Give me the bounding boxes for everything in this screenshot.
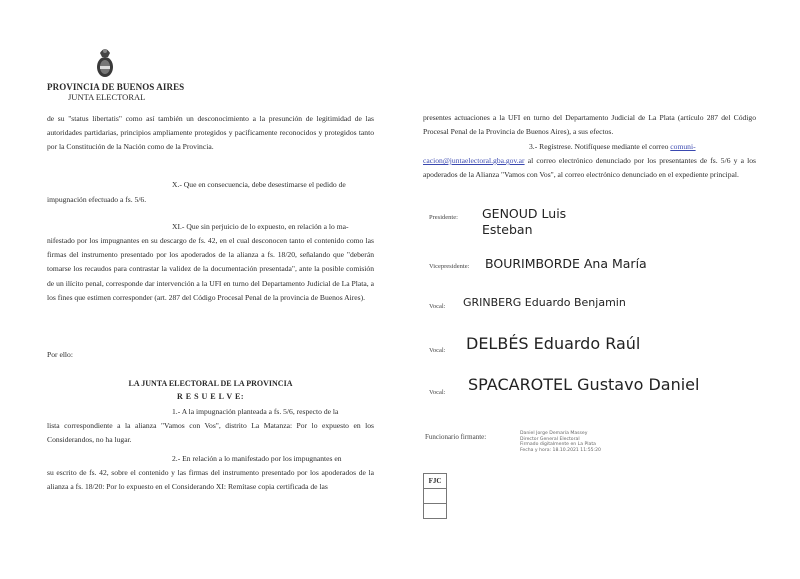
signatory-vocal-3: SPACAROTEL Gustavo Daniel bbox=[468, 375, 700, 394]
signatory-vicepresidente: BOURIMBORDE Ana María bbox=[485, 256, 647, 271]
digital-signature-block bbox=[520, 431, 601, 453]
paragraph-x-lead: X.- Que en consecuencia, debe desestimarse el pedido de bbox=[172, 180, 346, 189]
item2-lead: 2.- En relación a lo manifestado por los impugnantes en bbox=[172, 454, 342, 463]
resuelve-heading: R E S U E L V E: bbox=[176, 392, 245, 401]
right-page bbox=[400, 0, 800, 579]
signatory-presidente-line2: Esteban bbox=[482, 222, 533, 237]
fjc-box bbox=[423, 473, 447, 519]
signatory-presidente bbox=[482, 206, 566, 238]
header-junta: JUNTA ELECTORAL bbox=[68, 92, 146, 102]
email-link-part1[interactable]: comuni- bbox=[670, 142, 696, 151]
signature-datetime: Fecha y hora: 18.10.2021 11:55:20 bbox=[520, 447, 601, 453]
item2-rest: su escrito de fs. 42, sobre el contenido y las firmas del instrumento presentado por los apoderados de la alianza a fs. 18/20: Por lo expuesto en el Considerando XI: Remítase copia certificada de las bbox=[47, 468, 374, 492]
signature-title: Director General Electoral bbox=[520, 436, 580, 442]
role-presidente: Presidente: bbox=[429, 214, 458, 221]
signatory-presidente-line1: GENOUD Luis bbox=[482, 206, 567, 221]
continuation-paragraph: presentes actuaciones a la UFI en turno del Departamento Judicial de La Plata (artículo 287 del Código Procesal Penal de la Provincia de Buenos Aires), a sus efectos. bbox=[423, 113, 756, 137]
role-vocal-1: Vocal: bbox=[429, 303, 446, 310]
item3-rest: al correo electrónico denunciado por los presentantes de fs. 5/6 y a los apoderados de la Alianza "Vamos con Vos", al correo electrónico denunciado en el expediente principal. bbox=[423, 156, 756, 180]
item1-rest: lista correspondiente a la alianza "Vamos con Vos", distrito La Matanza: Por lo expuesto en los Considerandos, no ha lugar. bbox=[47, 421, 374, 445]
item3-rest-paragraph bbox=[423, 154, 756, 182]
signatory-vocal-1: GRINBERG Eduardo Benjamin bbox=[463, 296, 626, 309]
resolution-title: LA JUNTA ELECTORAL DE LA PROVINCIA bbox=[128, 379, 293, 388]
signature-name: Daniel Jorge Demaría Massey bbox=[520, 431, 588, 436]
role-vicepresidente: Vicepresidente: bbox=[429, 263, 470, 270]
fjc-cell-3 bbox=[424, 504, 446, 518]
firmante-label: Funcionario firmante: bbox=[425, 433, 487, 441]
coat-of-arms-icon bbox=[94, 45, 116, 81]
item3-lead-line bbox=[529, 140, 756, 154]
paragraph-x-rest: impugnación efectuado a fs. 5/6. bbox=[47, 195, 147, 204]
fjc-label: FJC bbox=[424, 474, 446, 489]
role-vocal-3: Vocal: bbox=[429, 389, 446, 396]
por-ello: Por ello: bbox=[47, 350, 73, 359]
signatory-vocal-2: DELBÉS Eduardo Raúl bbox=[466, 334, 641, 353]
header-province: PROVINCIA DE BUENOS AIRES bbox=[47, 82, 185, 92]
item3-lead: 3.- Regístrese. Notifíquese mediante el correo bbox=[529, 142, 669, 151]
paragraph-xi-rest: nifestado por los impugnantes en su descargo de fs. 42, en el cual desconocen tanto el contenido como las firmas del instrumento presentado por los apoderados de la alianza a fs. 18/20, señalando que "deberán tomarse los recaudos para contrastar la validez de la documentación presentada", ante la posible comisión de un ilícito penal, corresponde dar intervención a la UFI en turno del Departamento Judicial de La Plata, a los fines que estimen corresponder (art. 287 del Código Procesal Penal de la provincia de Buenos Aires). bbox=[47, 236, 374, 302]
paragraph-intro: de su "status libertatis" como así también un desconocimiento a la presunción de legitimidad de las autoridades partidarias, principios ampliamente protegidos y pacíficamente reconocidos y protegidos tanto por la Constitución de la Nación como de la Provincia. bbox=[47, 114, 374, 152]
fjc-cell-2 bbox=[424, 489, 446, 504]
item1-lead: 1.- A la impugnación planteada a fs. 5/6, respecto de la bbox=[172, 407, 339, 416]
paragraph-xi-lead: XI.- Que sin perjuicio de lo expuesto, en relación a lo ma- bbox=[172, 222, 349, 231]
email-link-part2[interactable]: cacion@juntaelectoral.gba.gov.ar bbox=[423, 156, 525, 165]
role-vocal-2: Vocal: bbox=[429, 347, 446, 354]
signature-location: Firmado digitalmente en La Plata bbox=[520, 442, 596, 448]
